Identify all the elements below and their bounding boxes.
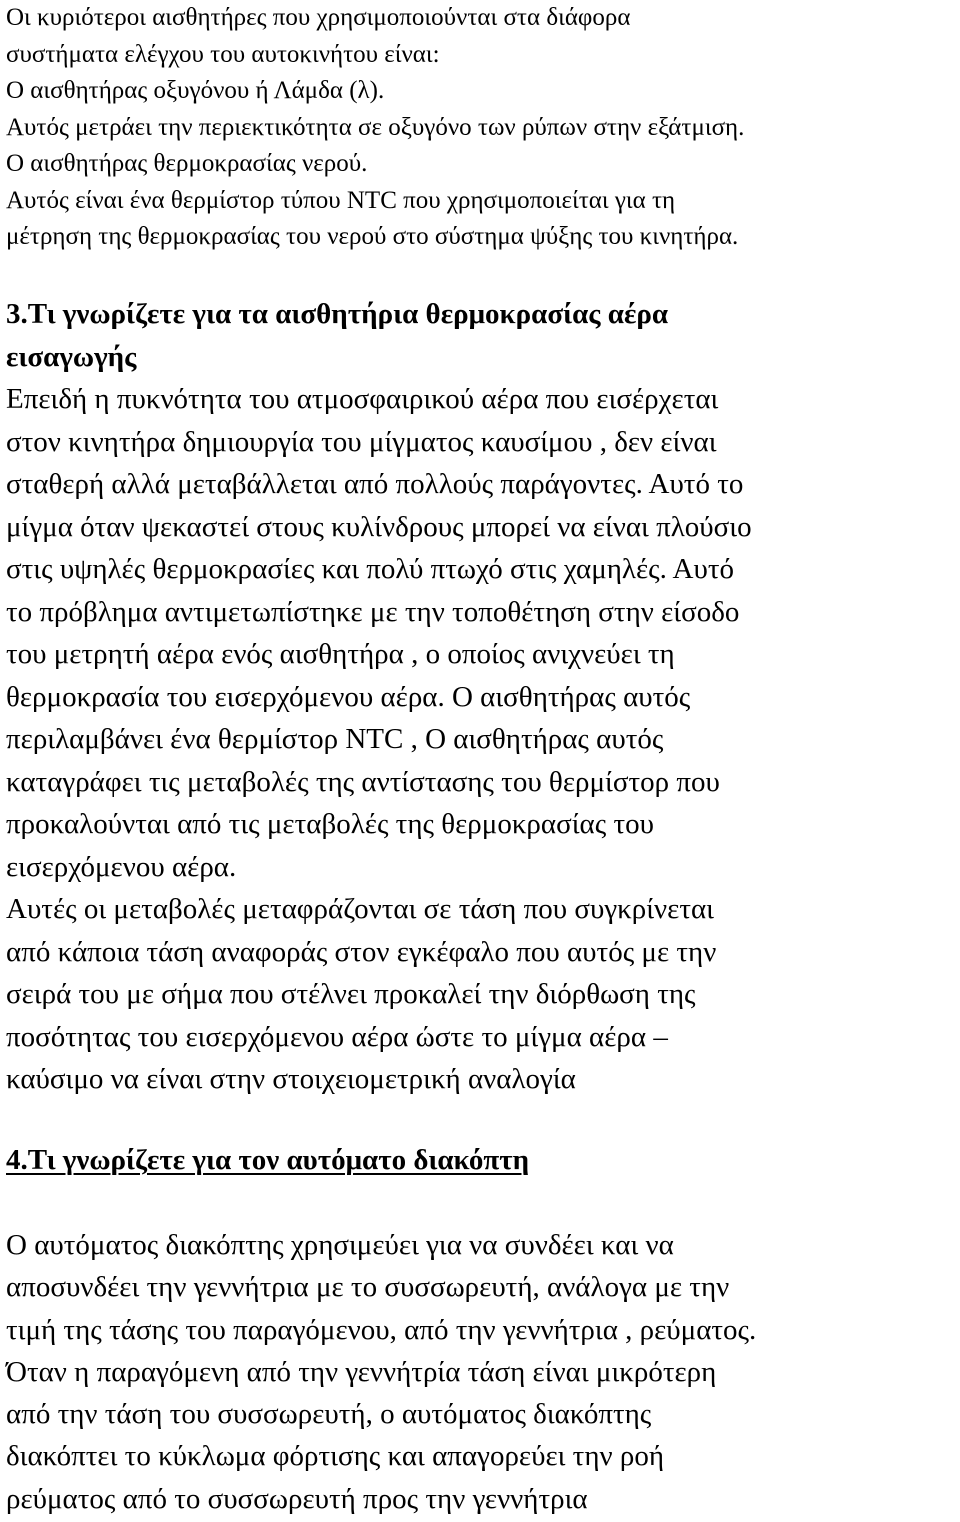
text-line: Ο αισθητήρας οξυγόνου ή Λάμδα (λ).: [6, 77, 385, 104]
section-heading: 3.Τι γνωρίζετε για τα αισθητήρια θερμοκρασίας αέρα: [6, 298, 669, 330]
section-heading: 4.Τι γνωρίζετε για τον αυτόματο διακόπτη: [6, 1144, 530, 1176]
text-line: Ο αυτόματος διακόπτης χρησιμεύει για να συνδέει και να: [6, 1229, 674, 1261]
text-line: Όταν η παραγόμενη από την γεννήτρία τάση είναι μικρότερη: [6, 1355, 717, 1388]
text-line: σταθερή αλλά μεταβάλλεται από πολλούς παράγοντες. Αυτό το: [6, 468, 744, 500]
section-heading: εισαγωγής: [6, 340, 137, 373]
text-line: από κάποια τάση αναφοράς στον εγκέφαλο που αυτός με την: [6, 935, 717, 968]
section-4: [6, 1224, 956, 1520]
text-line: του μετρητή αέρα ενός αισθητήρα , ο οποίος ανιχνεύει τη: [6, 638, 675, 670]
text-line: Ο αισθητήρας θερμοκρασίας νερού.: [6, 150, 368, 177]
text-line: Αυτός μετράει την περιεκτικότητα σε οξυγόνο των ρύπων στην εξάτμιση.: [6, 113, 745, 141]
text-line: το πρόβλημα αντιμετωπίστηκε με την τοποθέτηση στην είσοδο: [6, 595, 740, 628]
text-line: τιμή της τάσης του παραγόμενου, από την γεννήτρια , ρεύματος.: [6, 1313, 757, 1346]
text-line: ρεύματος από το συσσωρευτή προς την γεννήτρια: [6, 1482, 588, 1515]
text-line: περιλαμβάνει ένα θερμίστορ NTC , Ο αισθητήρας αυτός: [6, 723, 664, 755]
section-4-heading-block: [6, 1139, 956, 1182]
text-line: Επειδή η πυκνότητα του ατμοσφαιρικού αέρα που εισέρχεται: [6, 383, 719, 415]
text-line: στον κινητήρα δημιουργία του μίγματος καυσίμου , δεν είναι: [6, 425, 717, 458]
text-line: εισερχόμενου αέρα.: [6, 850, 237, 883]
text-line: αποσυνδέει την γεννήτρια με το συσσωρευτή, ανάλογα με την: [6, 1271, 730, 1304]
text-line: συστήματα ελέγχου του αυτοκινήτου είναι:: [6, 40, 440, 68]
intro-paragraph: [6, 0, 956, 256]
text-line: στις υψηλές θερμοκρασίες και πολύ πτωχό στις χαμηλές. Αυτό: [6, 553, 734, 585]
text-line: ποσότητας του εισερχόμενου αέρα ώστε το μίγμα αέρα –: [6, 1020, 668, 1053]
text-line: καύσιμο να είναι στην στοιχειομετρική αναλογία: [6, 1063, 576, 1095]
text-line: Οι κυριότεροι αισθητήρες που χρησιμοποιούνται στα διάφορα: [6, 4, 631, 31]
text-line: θερμοκρασία του εισερχόμενου αέρα. Ο αισθητήρας αυτός: [6, 680, 691, 713]
section-3: [6, 293, 956, 1101]
text-line: σειρά του με σήμα που στέλνει προκαλεί την διόρθωση της: [6, 978, 696, 1010]
text-line: Αυτός είναι ένα θερμίστορ τύπου NTC που χρησιμοποιείται για τη: [6, 186, 676, 214]
text-line: διακόπτει το κύκλωμα φόρτισης και απαγορεύει την ροή: [6, 1440, 664, 1473]
text-line: καταγράφει τις μεταβολές της αντίστασης του θερμίστορ που: [6, 765, 720, 798]
text-line: μίγμα όταν ψεκαστεί στους κυλίνδρους μπορεί να είναι πλούσιο: [6, 510, 752, 543]
text-line: μέτρηση της θερμοκρασίας του νερού στο σύστημα ψύξης του κινητήρα.: [6, 223, 739, 250]
text-line: από την τάση του συσσωρευτή, ο αυτόματος διακόπτης: [6, 1398, 652, 1431]
text-line: Αυτές οι μεταβολές μεταφράζονται σε τάση που συγκρίνεται: [6, 893, 714, 925]
text-line: προκαλούνται από τις μεταβολές της θερμοκρασίας του: [6, 808, 654, 840]
